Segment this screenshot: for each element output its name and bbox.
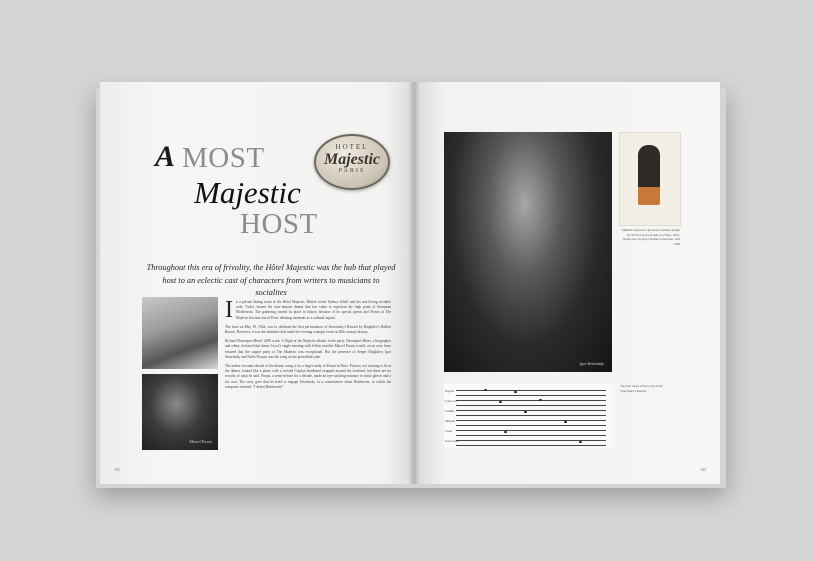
note (579, 441, 582, 443)
staff-line (456, 440, 606, 446)
body-paragraph-1: In a private dining room at the Hôtel Majestic, British writer Sydney Schiff and his arts-loving socialite wife, Violet, hosted the now-famous dinner that has come to represent the high point of European Modernism. The gathering earned its place in history because of its special guests and Proust at The Majestic became one of Paris' defining moments as a cultural capital. (225, 297, 391, 323)
score-caption: The first notes of the score from Stravinsky's Renard (620, 384, 663, 393)
joyce-photo (142, 297, 218, 369)
note (564, 421, 567, 423)
staff-line (456, 430, 606, 436)
staff-line (456, 390, 606, 396)
note (499, 401, 502, 403)
score-label-1: Fagotto (445, 389, 455, 393)
proust-photo-caption: Marcel Proust (189, 439, 212, 444)
title-most: MOST (182, 142, 265, 174)
title-majestic: Majestic (194, 175, 301, 210)
score-label-6: Gran Cassa (445, 439, 459, 443)
left-folio: 182 (114, 467, 120, 472)
costume-sketch (619, 132, 681, 226)
score-label-2: Corno in F (445, 399, 459, 403)
hotel-majestic-logo (314, 134, 390, 190)
logo-line3: PARIS (338, 168, 366, 174)
body-paragraph-3: Richard Davenport-Hines' 2006 work, A Night at the Majestic alludes to the party. Davenport-Hines, a biographer and editor, declared that James Joyce's single meeting with fellow novelist Marcel Proust would, on its own, have ensured that the supper party at The Majestic was exceptional. But the presence of Sergei Diaghilev, Igor Stravinsky and Pablo Picasso was the icing on the proverbial cake. (225, 339, 391, 359)
left-page (100, 82, 414, 484)
title-host: HOST (240, 208, 318, 240)
article-body (225, 297, 391, 394)
score-label-4: Timpani (445, 419, 456, 423)
body-paragraph-4: The author recounts details of the dinner, using it for a larger study of Proust in Paris. Picasso, not wanting to be at the dinner, looked like a pirate with a twisted Catalan headband wrapped around his forehead, but there are no records of what he said. Proust, a semi-recluse for a decade, made an eye-catching entrance in white gloves and a fur coat. The story goes that he tried to engage Stravinsky in a conversation about Beethoven, to which the composer retorted, "I detest Beethoven!" (225, 364, 391, 389)
note (504, 431, 507, 433)
sketch-caption: Mikhail Larionov's pictorial costume design for the Fox (Lisa-fraud) at a Ness, 1922. Watercolor George Charles Collection, Gift 1969 (621, 228, 680, 246)
dropcap: I (225, 297, 233, 323)
score-label-5: Cassa (445, 429, 452, 433)
note (539, 399, 542, 401)
right-page (414, 82, 720, 484)
logo-line2: Majestic (324, 151, 380, 168)
body-paragraph-2: The feast on May 18, 1922, was to celebrate the first performance of Stravinsky's Renard by Diaghilev's Ballets Russes. However, it was the attendees that made the evening a unique event in 20th century history. (225, 324, 391, 335)
staff-line (456, 420, 606, 426)
costume-figure (638, 145, 660, 205)
right-folio: 183 (700, 467, 706, 472)
musical-score (444, 384, 612, 448)
stravinsky-photo-caption: Igor Stravinsky (579, 361, 604, 366)
title-a: A (155, 140, 176, 173)
intro-standfirst: Throughout this era of frivolity, the Hôtel Majestic was the hub that played host to an eclectic cast of characters from writers to musicians to socialites (146, 263, 396, 297)
staff-line (456, 410, 606, 416)
proust-photo (142, 374, 218, 450)
logo-line1: HOTEL (335, 143, 369, 151)
note (484, 389, 487, 391)
stravinsky-photo (444, 132, 612, 372)
note (514, 391, 517, 393)
staff-line (456, 400, 606, 406)
spine-shadow (408, 82, 420, 484)
note (524, 411, 527, 413)
score-label-3: Tromba (445, 409, 455, 413)
